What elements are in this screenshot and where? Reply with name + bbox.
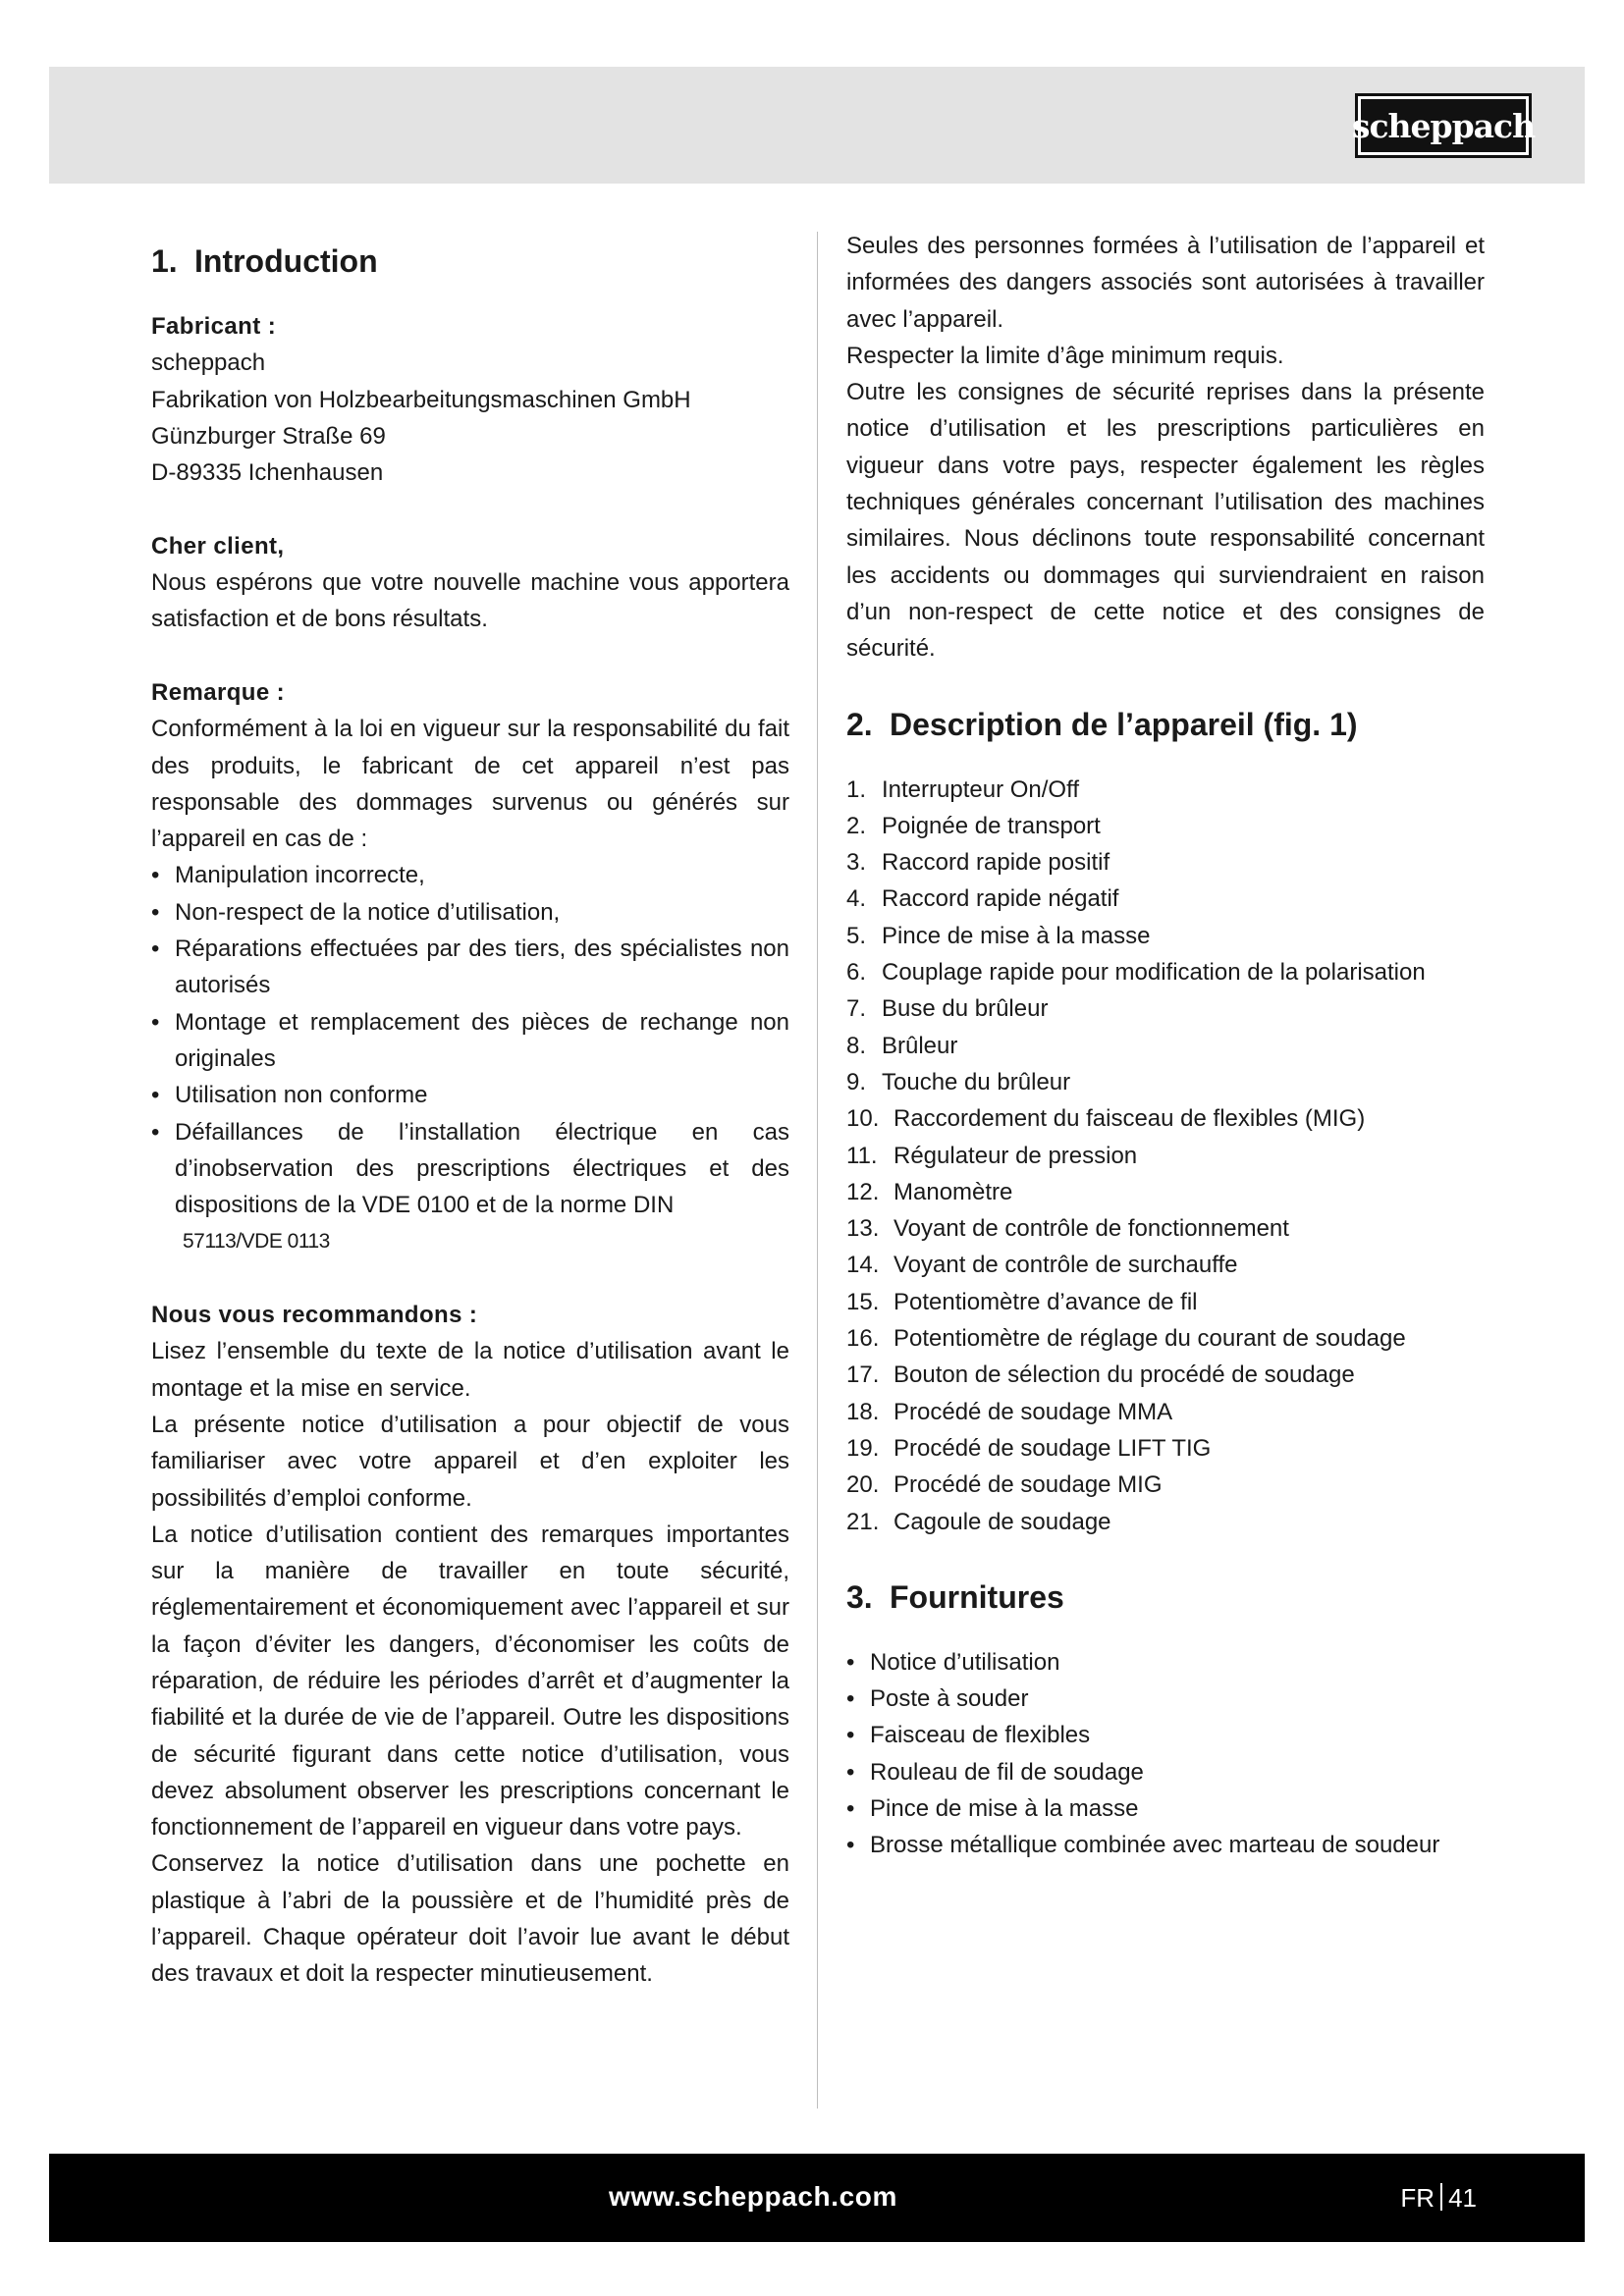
- list-item: 8. Brûleur: [846, 1032, 958, 1059]
- intro-paragraph: Outre les consignes de sécurité reprises dans la présente notice d’utilisation et les prescriptions particulières en vigueur dans votre pays, respecter également les règles techniques générales concernant l’utilisation des machines similaires. Nous déclinons toute responsabilité concernant les accidents ou dommages qui surviendraient en raison d’un non-respect de cette notice et des consignes de sécurité.: [846, 379, 1485, 663]
- footer-band: [49, 2154, 1585, 2242]
- recommend-paragraph: Lisez l’ensemble du texte de la notice d’utilisation avant le montage et la mise en service.: [151, 1338, 789, 1402]
- section-heading-supplies: 3. Fournitures: [846, 1578, 1064, 1615]
- list-item: • Faisceau de flexibles: [846, 1717, 1485, 1753]
- list-item: 16. Potentiomètre de réglage du courant de soudage: [846, 1325, 1406, 1353]
- list-item: • Brosse métallique combinée avec marteau de soudeur: [846, 1827, 1485, 1863]
- list-item: • Manipulation incorrecte,: [151, 857, 789, 893]
- list-item: 17. Bouton de sélection du procédé de soudage: [846, 1362, 1355, 1389]
- recommend-paragraph: Conservez la notice d’utilisation dans une pochette en plastique à l’abri de la poussière et de l’humidité près de l’appareil. Chaque opérateur doit l’avoir lue avant le début des travaux et doit la respecter minutieusement.: [151, 1850, 789, 1988]
- remark-din-reference: 57113/VDE 0113: [183, 1230, 330, 1254]
- remark-label: Remarque :: [151, 678, 286, 706]
- remark-text: Conformément à la loi en vigueur sur la responsabilité du fait des produits, le fabricant de cet appareil n’est pas responsable des dommages survenus ou générés sur l’appareil en cas de :: [151, 716, 789, 853]
- list-item: 19. Procédé de soudage LIFT TIG: [846, 1434, 1212, 1462]
- list-item: • Poste à souder: [846, 1681, 1485, 1717]
- list-item: • Pince de mise à la masse: [846, 1790, 1485, 1827]
- list-item: 14. Voyant de contrôle de surchauffe: [846, 1252, 1238, 1279]
- list-item: 1. Interrupteur On/Off: [846, 775, 1079, 803]
- remark-bullet-list: [151, 857, 789, 1223]
- manufacturer-line: scheppach: [151, 349, 266, 377]
- brand-logo: [1351, 93, 1536, 158]
- list-item: • Montage et remplacement des pièces de rechange non originales: [151, 1004, 789, 1078]
- right-column: [846, 228, 1485, 1864]
- list-item: • Défaillances de l’installation électrique en cas d’inobservation des prescriptions électriques et des dispositions de la VDE 0100 et de la norme DIN: [151, 1114, 789, 1224]
- dear-customer-text: Nous espérons que votre nouvelle machine vous apportera satisfaction et de bons résultats.: [151, 569, 789, 633]
- list-item: 15. Potentiomètre d’avance de fil: [846, 1288, 1198, 1315]
- list-item: 9. Touche du brûleur: [846, 1068, 1071, 1095]
- list-item: • Non-respect de la notice d’utilisation,: [151, 894, 789, 931]
- list-item: 10. Raccordement du faisceau de flexibles (MIG): [846, 1105, 1366, 1133]
- recommend-paragraph: La notice d’utilisation contient des remarques importantes sur la manière de travailler en toute sécurité, réglementairement et économiquement avec l’appareil et sur la façon d’éviter les dangers, d’économiser les coûts de réparation, de réduire les périodes d’arrêt et d’augmenter la fiabilité et la durée de vie de l’appareil. Outre les dispositions de sécurité figurant dans cette notice d’utilisation, vous devez absolument observer les prescriptions concernant le fonctionnement de l’appareil en vigueur dans votre pays.: [151, 1521, 789, 1842]
- manufacturer-line: D-89335 Ichenhausen: [151, 459, 384, 487]
- recommend-label: Nous vous recommandons :: [151, 1302, 478, 1329]
- list-item: 4. Raccord rapide négatif: [846, 885, 1119, 913]
- page-number: 41: [1448, 2183, 1477, 2213]
- website-link[interactable]: www.scheppach.com: [609, 2181, 897, 2212]
- parts-list: [846, 772, 1485, 1540]
- list-item: 7. Buse du brûleur: [846, 995, 1049, 1023]
- list-item: • Réparations effectuées par des tiers, des spécialistes non autorisés: [151, 931, 789, 1004]
- section-heading-introduction: 1. Introduction: [151, 243, 378, 279]
- language-code: FR: [1400, 2183, 1435, 2213]
- list-item: 18. Procédé de soudage MMA: [846, 1398, 1173, 1425]
- intro-paragraph: Respecter la limite d’âge minimum requis.: [846, 342, 1284, 369]
- manufacturer-line: Günzburger Straße 69: [151, 422, 386, 450]
- list-item: 5. Pince de mise à la masse: [846, 922, 1151, 949]
- list-item: 2. Poignée de transport: [846, 812, 1101, 839]
- list-item: 11. Régulateur de pression: [846, 1142, 1138, 1169]
- list-item: • Rouleau de fil de soudage: [846, 1754, 1485, 1790]
- list-item: 3. Raccord rapide positif: [846, 849, 1110, 877]
- list-item: 21. Cagoule de soudage: [846, 1508, 1111, 1535]
- column-divider: [817, 232, 818, 2109]
- left-column: [151, 228, 789, 1993]
- page-indicator: [1400, 2183, 1477, 2214]
- recommend-paragraph: La présente notice d’utilisation a pour objectif de vous familiariser avec votre appareil et d’en exploiter les possibilités d’emploi conforme.: [151, 1411, 789, 1512]
- list-item: • Notice d’utilisation: [846, 1644, 1485, 1681]
- section-heading-description: 2. Description de l’appareil (fig. 1): [846, 706, 1358, 742]
- list-item: 6. Couplage rapide pour modification de la polarisation: [846, 959, 1426, 987]
- list-item: 20. Procédé de soudage MIG: [846, 1471, 1163, 1499]
- list-item: • Utilisation non conforme: [151, 1077, 789, 1113]
- supplies-list: [846, 1644, 1485, 1864]
- list-item: 13. Voyant de contrôle de fonctionnement: [846, 1215, 1289, 1243]
- page-separator: [1440, 2183, 1442, 2211]
- intro-paragraph: Seules des personnes formées à l’utilisation de l’appareil et informées des dangers associés sont autorisées à travailler avec l’appareil.: [846, 233, 1485, 333]
- manufacturer-label: Fabricant :: [151, 313, 277, 340]
- list-item: 12. Manomètre: [846, 1178, 1013, 1205]
- dear-customer-label: Cher client,: [151, 532, 285, 560]
- brand-logo-text: scheppach: [1351, 106, 1536, 145]
- header-band: [49, 67, 1585, 184]
- manufacturer-line: Fabrikation von Holzbearbeitungsmaschinen GmbH: [151, 386, 691, 413]
